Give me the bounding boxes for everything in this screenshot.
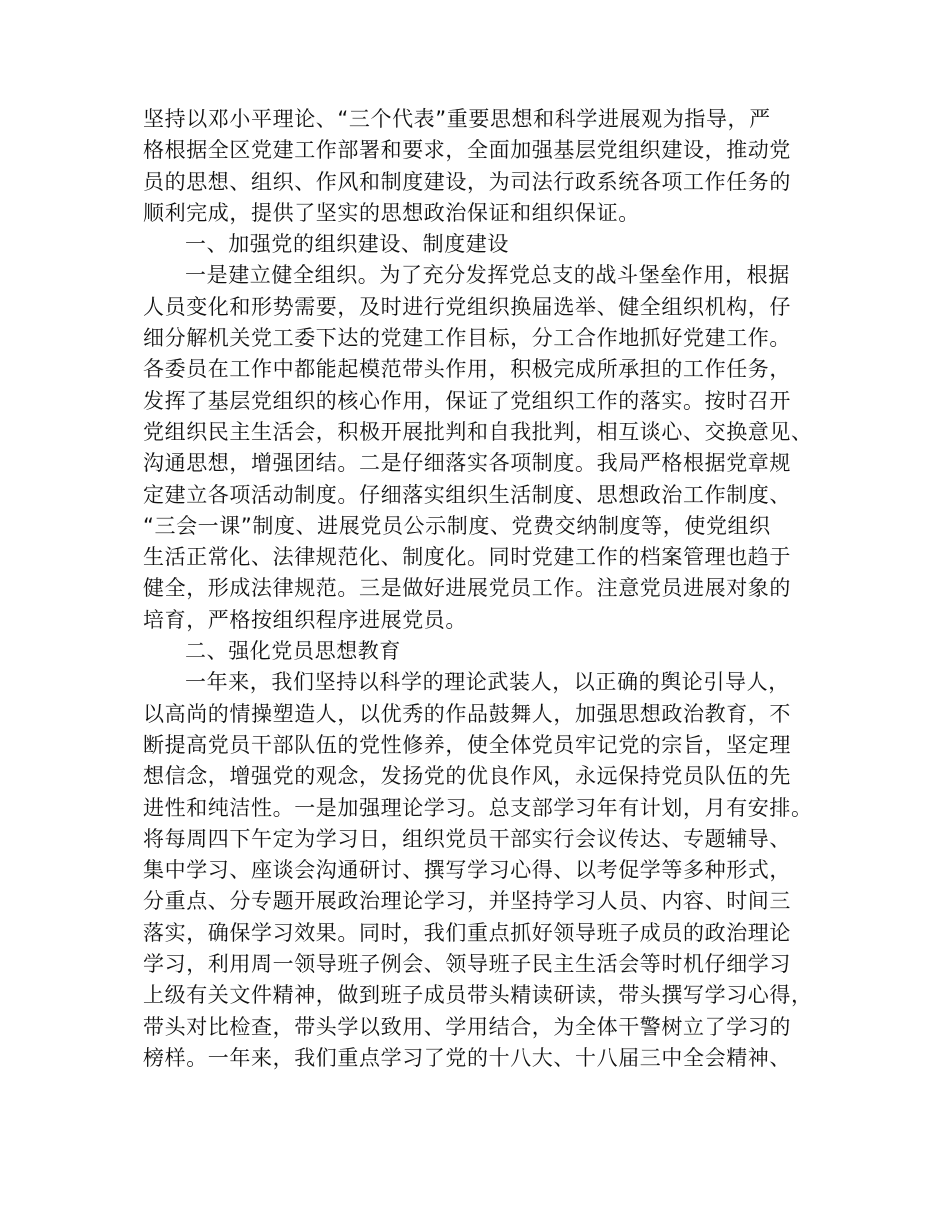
text-line: 带头对比检查，带头学以致用、学用结合，为全体干警树立了学习的 bbox=[143, 1014, 791, 1039]
text-line: 人员变化和形势需要，及时进行党组织换届选举、健全组织机构，仔 bbox=[143, 294, 791, 319]
text-line: 各委员在工作中都能起模范带头作用，积极完成所承担的工作任务， bbox=[143, 357, 791, 382]
text-line: 落实，确保学习效果。同时，我们重点抓好领导班子成员的政治理论 bbox=[143, 920, 791, 945]
text-line: 员的思想、组织、作风和制度建设，为司法行政系统各项工作任务的 bbox=[143, 169, 791, 194]
section-heading: 二、强化党员思想教育 bbox=[185, 639, 401, 664]
text-line: 分重点、分专题开展政治理论学习，并坚持学习人员、内容、时间三 bbox=[143, 889, 791, 914]
text-line: 坚持以邓小平理论、“三个代表”重要思想和科学进展观为指导，严 bbox=[143, 107, 771, 131]
text-line: 断提高党员干部队伍的党性修养，使全体党员牢记党的宗旨，坚定理 bbox=[143, 732, 791, 757]
text-line: 细分解机关党工委下达的党建工作目标，分工合作地抓好党建工作。 bbox=[143, 326, 791, 351]
text-line: 一是建立健全组织。为了充分发挥党总支的战斗堡垒作用，根据 bbox=[185, 263, 790, 288]
text-line: 进性和纯洁性。一是加强理论学习。总支部学习年有计划，月有安排。 bbox=[143, 795, 813, 820]
text-line: 想信念，增强党的观念，发扬党的优良作风，永远保持党员队伍的先 bbox=[143, 764, 791, 789]
text-line: 发挥了基层党组织的核心作用，保证了党组织工作的落实。按时召开 bbox=[143, 388, 791, 413]
text-line: 将每周四下午定为学习日，组织党员干部实行会议传达、专题辅导、 bbox=[143, 826, 791, 851]
text-line: 培育，严格按组织程序进展党员。 bbox=[143, 607, 467, 632]
document-body bbox=[143, 104, 813, 1074]
text-line: “三会一课”制度、进展党员公示制度、党费交纳制度等，使党组织 bbox=[143, 513, 771, 538]
text-line: 上级有关文件精神，做到班子成员带头精读研读，带头撰写学习心得， bbox=[143, 983, 813, 1008]
text-line: 党组织民主生活会，积极开展批判和自我批判，相互谈心、交换意见、 bbox=[143, 419, 813, 444]
text-line: 定建立各项活动制度。仔细落实组织生活制度、思想政治工作制度、 bbox=[143, 482, 791, 507]
text-line: 榜样。一年来，我们重点学习了党的十八大、十八届三中全会精神、 bbox=[143, 1045, 791, 1070]
text-line: 沟通思想，增强团结。二是仔细落实各项制度。我局严格根据党章规 bbox=[143, 451, 791, 476]
text-line: 顺利完成，提供了坚实的思想政治保证和组织保证。 bbox=[143, 200, 640, 225]
text-line: 健全，形成法律规范。三是做好进展党员工作。注意党员进展对象的 bbox=[143, 576, 791, 601]
text-line: 集中学习、座谈会沟通研讨、撰写学习心得、以考促学等多种形式， bbox=[143, 858, 791, 883]
text-line: 一年来，我们坚持以科学的理论武装人，以正确的舆论引导人， bbox=[185, 670, 790, 695]
text-line: 学习，利用周一领导班子例会、领导班子民主生活会等时机仔细学习 bbox=[143, 952, 791, 977]
text-line: 生活正常化、法律规范化、制度化。同时党建工作的档案管理也趋于 bbox=[143, 545, 791, 570]
text-line: 格根据全区党建工作部署和要求，全面加强基层党组织建设，推动党 bbox=[143, 138, 791, 163]
text-line: 以高尚的情操塑造人，以优秀的作品鼓舞人，加强思想政治教育，不 bbox=[143, 701, 791, 726]
section-heading: 一、加强党的组织建设、制度建设 bbox=[185, 232, 509, 257]
